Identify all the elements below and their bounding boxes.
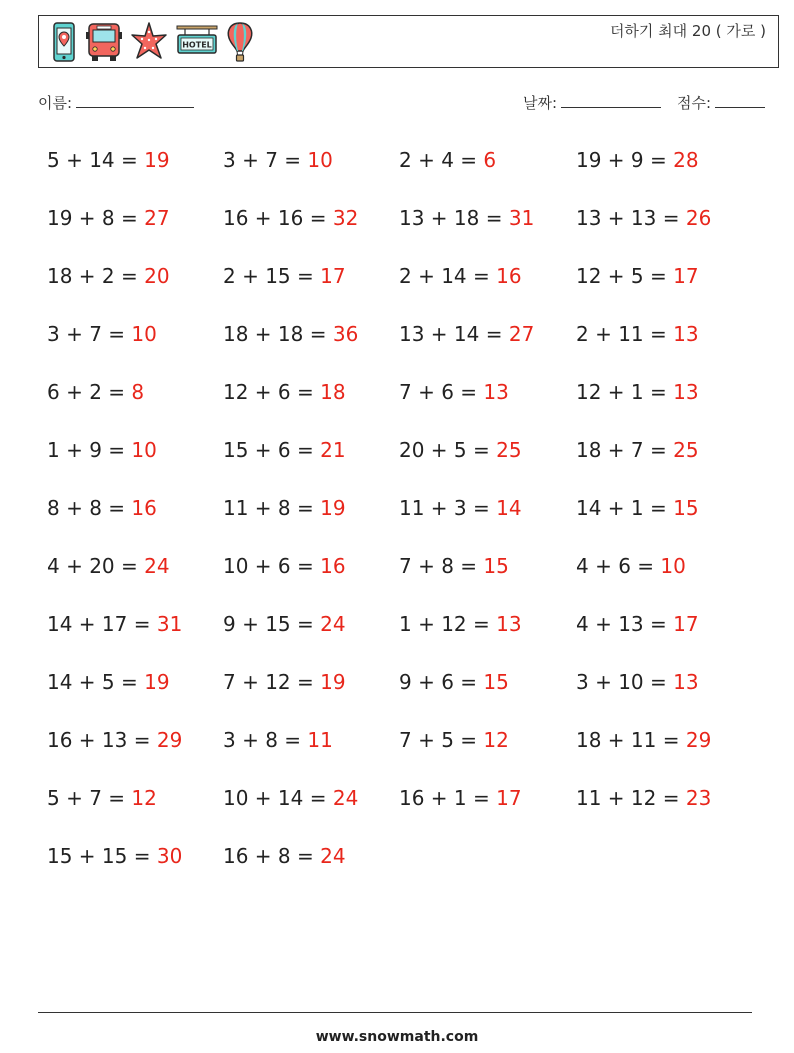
problem-question: 12 + 6 = bbox=[223, 380, 321, 404]
problem-question: 1 + 9 = bbox=[47, 438, 132, 462]
problem-item bbox=[576, 670, 699, 694]
problem-answer: 31 bbox=[508, 206, 535, 230]
problem-answer: 36 bbox=[332, 322, 359, 346]
problem-item bbox=[399, 322, 534, 346]
problem-question: 18 + 18 = bbox=[223, 322, 333, 346]
problem-item bbox=[47, 206, 170, 230]
name-label: 이름: bbox=[38, 94, 73, 112]
problem-question: 5 + 14 = bbox=[47, 148, 145, 172]
problem-question: 14 + 1 = bbox=[576, 496, 674, 520]
problem-question: 6 + 2 = bbox=[47, 380, 132, 404]
footer-divider bbox=[38, 1012, 752, 1013]
problem-item bbox=[576, 264, 699, 288]
problem-question: 9 + 15 = bbox=[223, 612, 321, 636]
problem-item bbox=[399, 148, 496, 172]
problem-item bbox=[576, 612, 699, 636]
problem-item bbox=[576, 728, 711, 752]
problem-item bbox=[223, 844, 346, 868]
hot-air-balloon-icon bbox=[225, 20, 255, 64]
problem-question: 4 + 20 = bbox=[47, 554, 145, 578]
problem-answer: 25 bbox=[673, 438, 699, 462]
problem-question: 18 + 11 = bbox=[576, 728, 686, 752]
problem-item bbox=[223, 380, 346, 404]
worksheet-title: 더하기 최대 20 ( 가로 ) bbox=[609, 22, 766, 40]
problem-question: 2 + 11 = bbox=[576, 322, 674, 346]
problem-answer: 23 bbox=[685, 786, 712, 810]
problem-answer: 13 bbox=[483, 380, 509, 404]
problem-question: 15 + 6 = bbox=[223, 438, 321, 462]
problem-answer: 11 bbox=[307, 728, 333, 752]
problem-item bbox=[47, 322, 157, 346]
problem-question: 14 + 5 = bbox=[47, 670, 145, 694]
problem-item bbox=[223, 206, 358, 230]
problem-answer: 17 bbox=[673, 264, 699, 288]
problem-item bbox=[47, 438, 157, 462]
problem-answer: 21 bbox=[320, 438, 346, 462]
problem-answer: 16 bbox=[320, 554, 346, 578]
starfish-icon bbox=[129, 20, 169, 64]
problem-item bbox=[399, 728, 509, 752]
problem-question: 11 + 8 = bbox=[223, 496, 321, 520]
problem-answer: 25 bbox=[496, 438, 522, 462]
problem-item bbox=[223, 612, 346, 636]
problem-question: 16 + 13 = bbox=[47, 728, 157, 752]
problem-answer: 13 bbox=[673, 380, 699, 404]
problem-item bbox=[576, 554, 686, 578]
problem-item bbox=[47, 496, 157, 520]
problem-answer: 24 bbox=[144, 554, 170, 578]
problem-answer: 24 bbox=[320, 612, 346, 636]
problem-question: 13 + 18 = bbox=[399, 206, 509, 230]
problem-answer: 24 bbox=[320, 844, 346, 868]
problem-question: 19 + 8 = bbox=[47, 206, 145, 230]
problem-answer: 32 bbox=[332, 206, 359, 230]
problem-item bbox=[47, 786, 157, 810]
problem-answer: 19 bbox=[144, 148, 170, 172]
problem-item bbox=[576, 496, 699, 520]
problem-answer: 31 bbox=[156, 612, 183, 636]
problem-answer: 13 bbox=[673, 670, 699, 694]
problem-question: 7 + 6 = bbox=[399, 380, 484, 404]
problem-answer: 17 bbox=[320, 264, 346, 288]
problem-item bbox=[576, 786, 711, 810]
problem-item bbox=[47, 148, 170, 172]
problem-item bbox=[399, 496, 522, 520]
problem-item bbox=[399, 438, 522, 462]
hotel-sign-text: HOTEL bbox=[182, 40, 212, 50]
score-blank[interactable] bbox=[715, 92, 765, 108]
problem-question: 11 + 12 = bbox=[576, 786, 686, 810]
problem-answer: 12 bbox=[483, 728, 509, 752]
problem-question: 7 + 12 = bbox=[223, 670, 321, 694]
problem-question: 8 + 8 = bbox=[47, 496, 132, 520]
problem-item bbox=[399, 264, 522, 288]
header-icons bbox=[49, 20, 255, 64]
problem-item bbox=[223, 670, 346, 694]
date-label: 날짜: bbox=[523, 94, 558, 112]
problem-item bbox=[576, 206, 711, 230]
problem-question: 1 + 12 = bbox=[399, 612, 497, 636]
problem-question: 3 + 7 = bbox=[223, 148, 308, 172]
name-blank[interactable] bbox=[76, 92, 194, 108]
problem-question: 2 + 14 = bbox=[399, 264, 497, 288]
problem-answer: 16 bbox=[131, 496, 157, 520]
problem-item bbox=[47, 670, 170, 694]
problem-item bbox=[47, 844, 182, 868]
problem-answer: 15 bbox=[483, 554, 509, 578]
problem-item bbox=[576, 322, 699, 346]
problem-question: 2 + 4 = bbox=[399, 148, 484, 172]
problem-question: 13 + 14 = bbox=[399, 322, 509, 346]
problem-question: 18 + 7 = bbox=[576, 438, 674, 462]
problem-answer: 19 bbox=[144, 670, 170, 694]
problem-answer: 27 bbox=[144, 206, 170, 230]
problem-answer: 20 bbox=[144, 264, 170, 288]
problem-answer: 28 bbox=[673, 148, 699, 172]
score-field bbox=[677, 92, 765, 113]
problem-question: 3 + 8 = bbox=[223, 728, 308, 752]
problem-answer: 18 bbox=[320, 380, 346, 404]
name-field bbox=[38, 92, 194, 113]
problem-answer: 26 bbox=[685, 206, 712, 230]
problem-question: 16 + 16 = bbox=[223, 206, 333, 230]
problem-item bbox=[47, 264, 170, 288]
problem-question: 4 + 6 = bbox=[576, 554, 661, 578]
problem-question: 12 + 1 = bbox=[576, 380, 674, 404]
problem-answer: 15 bbox=[483, 670, 509, 694]
problem-answer: 13 bbox=[496, 612, 522, 636]
problem-item bbox=[576, 148, 699, 172]
problem-question: 11 + 3 = bbox=[399, 496, 497, 520]
problem-item bbox=[47, 728, 182, 752]
problem-answer: 13 bbox=[673, 322, 699, 346]
problem-answer: 29 bbox=[156, 728, 183, 752]
problem-item bbox=[399, 612, 522, 636]
problem-question: 9 + 6 = bbox=[399, 670, 484, 694]
problem-question: 16 + 1 = bbox=[399, 786, 497, 810]
problem-item bbox=[47, 554, 170, 578]
problem-question: 16 + 8 = bbox=[223, 844, 321, 868]
problem-answer: 6 bbox=[483, 148, 497, 172]
problem-answer: 19 bbox=[320, 496, 346, 520]
problem-answer: 10 bbox=[131, 322, 157, 346]
problem-item bbox=[47, 612, 182, 636]
problem-answer: 10 bbox=[131, 438, 157, 462]
problem-item bbox=[399, 670, 509, 694]
problem-question: 4 + 13 = bbox=[576, 612, 674, 636]
problem-item bbox=[223, 496, 346, 520]
problem-answer: 10 bbox=[660, 554, 686, 578]
problem-item bbox=[223, 786, 358, 810]
problem-item bbox=[576, 380, 699, 404]
problem-question: 12 + 5 = bbox=[576, 264, 674, 288]
footer-site: www.snowmath.com bbox=[315, 1029, 479, 1045]
problem-item bbox=[399, 206, 534, 230]
problem-question: 19 + 9 = bbox=[576, 148, 674, 172]
problem-question: 10 + 6 = bbox=[223, 554, 321, 578]
problem-question: 20 + 5 = bbox=[399, 438, 497, 462]
problem-answer: 17 bbox=[673, 612, 699, 636]
problem-item bbox=[223, 554, 346, 578]
problem-question: 3 + 7 = bbox=[47, 322, 132, 346]
problem-item bbox=[223, 438, 346, 462]
problem-question: 7 + 5 = bbox=[399, 728, 484, 752]
problem-question: 15 + 15 = bbox=[47, 844, 157, 868]
date-blank[interactable] bbox=[561, 92, 661, 108]
problem-answer: 19 bbox=[320, 670, 346, 694]
bus-icon bbox=[85, 20, 123, 64]
problem-answer: 8 bbox=[131, 380, 145, 404]
problem-question: 14 + 17 = bbox=[47, 612, 157, 636]
problem-answer: 24 bbox=[332, 786, 359, 810]
worksheet-header bbox=[38, 15, 779, 68]
problem-item bbox=[576, 438, 699, 462]
problem-item bbox=[223, 148, 333, 172]
problem-item bbox=[223, 322, 358, 346]
problem-answer: 14 bbox=[496, 496, 522, 520]
problem-item bbox=[399, 786, 522, 810]
problem-answer: 15 bbox=[673, 496, 699, 520]
problem-question: 3 + 10 = bbox=[576, 670, 674, 694]
problem-question: 2 + 15 = bbox=[223, 264, 321, 288]
problem-answer: 29 bbox=[685, 728, 712, 752]
problem-answer: 10 bbox=[307, 148, 333, 172]
problem-item bbox=[223, 264, 346, 288]
problem-answer: 12 bbox=[131, 786, 157, 810]
problem-answer: 27 bbox=[508, 322, 535, 346]
problem-item bbox=[47, 380, 144, 404]
problem-item bbox=[223, 728, 333, 752]
problem-question: 5 + 7 = bbox=[47, 786, 132, 810]
problem-answer: 17 bbox=[496, 786, 522, 810]
problem-item bbox=[399, 554, 509, 578]
date-field bbox=[523, 92, 661, 113]
problem-item bbox=[399, 380, 509, 404]
problem-question: 13 + 13 = bbox=[576, 206, 686, 230]
problem-question: 10 + 14 = bbox=[223, 786, 333, 810]
phone-location-icon bbox=[49, 20, 79, 64]
problem-answer: 16 bbox=[496, 264, 522, 288]
problem-question: 18 + 2 = bbox=[47, 264, 145, 288]
hotel-sign-icon bbox=[175, 20, 219, 64]
problem-answer: 30 bbox=[156, 844, 183, 868]
problem-question: 7 + 8 = bbox=[399, 554, 484, 578]
score-label: 점수: bbox=[677, 94, 712, 112]
